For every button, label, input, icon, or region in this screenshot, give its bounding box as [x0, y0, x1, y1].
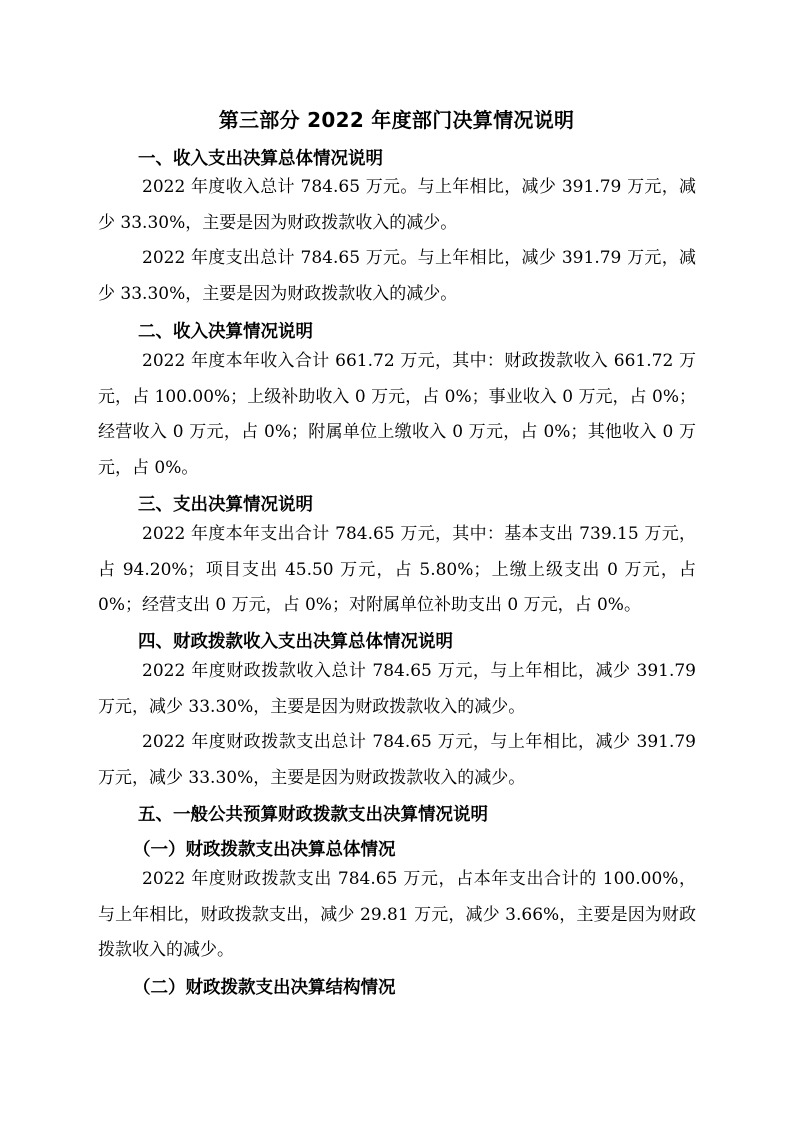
section-5-heading: 五、一般公共预算财政拨款支出决算情况说明	[138, 805, 488, 825]
section-3-paragraph-1: 2022 年度本年支出合计 784.65 万元，其中：基本支出 739.15 万元，占 94.20%；项目支出 45.50 万元，占 5.80%；上缴上级支出 0 万元，占 0%；经营支出 0 万元，占 0%；对附属单位补助支出 0 万元，占 0%。	[98, 524, 696, 616]
section-1-heading: 一、收入支出决算总体情况说明	[138, 149, 383, 169]
page-title: 第三部分 2022 年度部门决算情况说明	[218, 108, 575, 132]
subsection-5-2-heading: （二）财政拨款支出决算结构情况	[133, 978, 396, 998]
subsection-5-1-paragraph-1: 2022 年度财政拨款支出 784.65 万元，占本年支出合计的 100.00%，与上年相比，财政拨款支出，减少 29.81 万元，减少 3.66%，主要是因为财政拨款收入的减少。	[98, 869, 696, 961]
subsection-5-1-heading: （一）财政拨款支出决算总体情况	[133, 840, 396, 860]
section-3-heading: 三、支出决算情况说明	[138, 495, 313, 515]
section-4-paragraph-1: 2022 年度财政拨款收入总计 784.65 万元，与上年相比，减少 391.79 万元，减少 33.30%，主要是因为财政拨款收入的减少。	[98, 661, 696, 717]
section-1-paragraph-1: 2022 年度收入总计 784.65 万元。与上年相比，减少 391.79 万元，减少 33.30%，主要是因为财政拨款收入的减少。	[98, 177, 696, 233]
section-2-paragraph-1: 2022 年度本年收入合计 661.72 万元，其中：财政拨款收入 661.72 万元，占 100.00%；上级补助收入 0 万元，占 0%；事业收入 0 万元，占 0%；经营收入 0 万元，占 0%；附属单位上缴收入 0 万元，占 0%；其他收入 0 万元，占 0%。	[98, 351, 696, 478]
section-1-paragraph-2: 2022 年度支出总计 784.65 万元。与上年相比，减少 391.79 万元，减少 33.30%，主要是因为财政拨款收入的减少。	[98, 248, 696, 304]
section-4-paragraph-2: 2022 年度财政拨款支出总计 784.65 万元，与上年相比，减少 391.79 万元，减少 33.30%，主要是因为财政拨款收入的减少。	[98, 732, 696, 788]
section-4-heading: 四、财政拨款收入支出决算总体情况说明	[138, 632, 453, 652]
section-2-heading: 二、收入决算情况说明	[138, 322, 313, 342]
